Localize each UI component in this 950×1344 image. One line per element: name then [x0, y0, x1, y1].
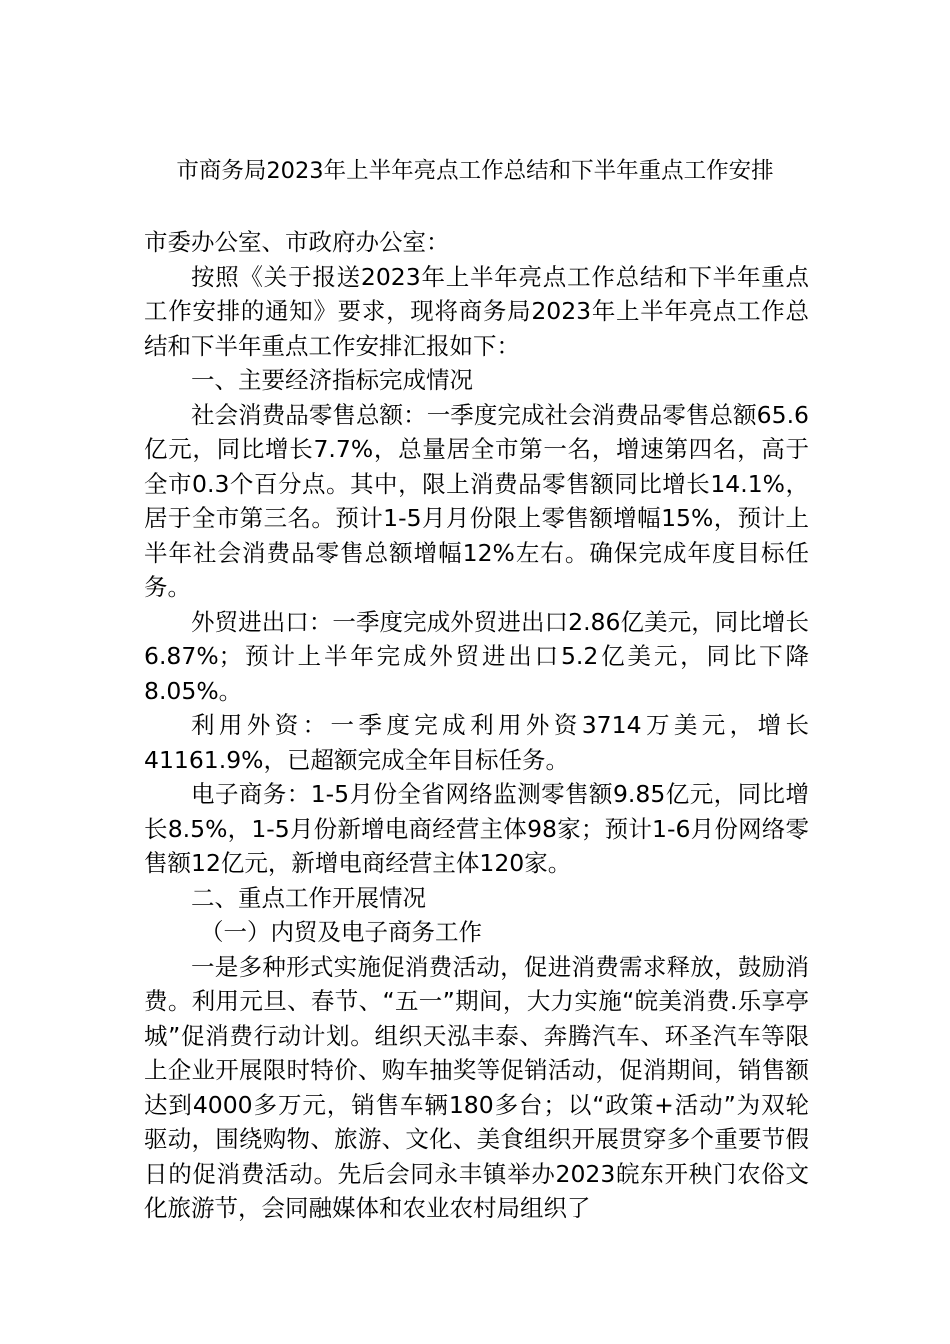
document-body	[144, 225, 809, 1226]
document-title: 市商务局2023年上半年亮点工作总结和下半年重点工作安排	[176, 158, 774, 184]
section-heading-2: 二、重点工作开展情况	[191, 883, 426, 912]
paragraph-foreign-trade: 外贸进出口：一季度完成外贸进出口2.86亿美元，同比增长6.87%；预计上半年完成外贸进出口5.2亿美元，同比下降8.05%。	[144, 607, 809, 705]
paragraph-foreign-investment: 利用外资：一季度完成利用外资3714万美元，增长41161.9%，已超额完成全年目标任务。	[144, 711, 809, 774]
paragraph-retail-sales: 社会消费品零售总额：一季度完成社会消费品零售总额65.6亿元，同比增长7.7%，总量居全市第一名，增速第四名，高于全市0.3个百分点。其中，限上消费品零售额同比增长14.1%，居于全市第三名。预计1-5月月份限上零售额增幅15%，预计上半年社会消费品零售总额增幅12%左右。确保完成年度目标任务。	[144, 400, 809, 601]
subsection-heading-1: （一）内贸及电子商务工作	[200, 918, 482, 946]
paragraph-e-commerce: 电子商务：1-5月份全省网络监测零售额9.85亿元，同比增长8.5%，1-5月份新增电商经营主体98家；预计1-6月份网络零售额12亿元，新增电商经营主体120家。	[144, 780, 809, 877]
paragraph-intro: 按照《关于报送2023年上半年亮点工作总结和下半年重点工作安排的通知》要求，现将商务局2023年上半年亮点工作总结和下半年重点工作安排汇报如下：	[144, 262, 809, 360]
paragraph-consumption-activities: 一是多种形式实施促消费活动，促进消费需求释放，鼓励消费。利用元旦、春节、“五一”期间，大力实施“皖美消费.乐享亭城”促消费行动计划。组织天泓丰泰、奔腾汽车、环圣汽车等限上企业开展限时特价、购车抽奖等促销活动，促消期间，销售额达到4000多万元，销售车辆180多台；以“政策+活动”为双轮驱动，围绕购物、旅游、文化、美食组织开展贯穿多个重要节假日的促消费活动。先后会同永丰镇举办2023皖东开秧门农俗文化旅游节，会同融媒体和农业农村局组织了	[144, 952, 809, 1222]
section-heading-1: 一、主要经济指标完成情况	[191, 366, 473, 394]
addressee: 市委办公室、市政府办公室：	[144, 228, 450, 256]
